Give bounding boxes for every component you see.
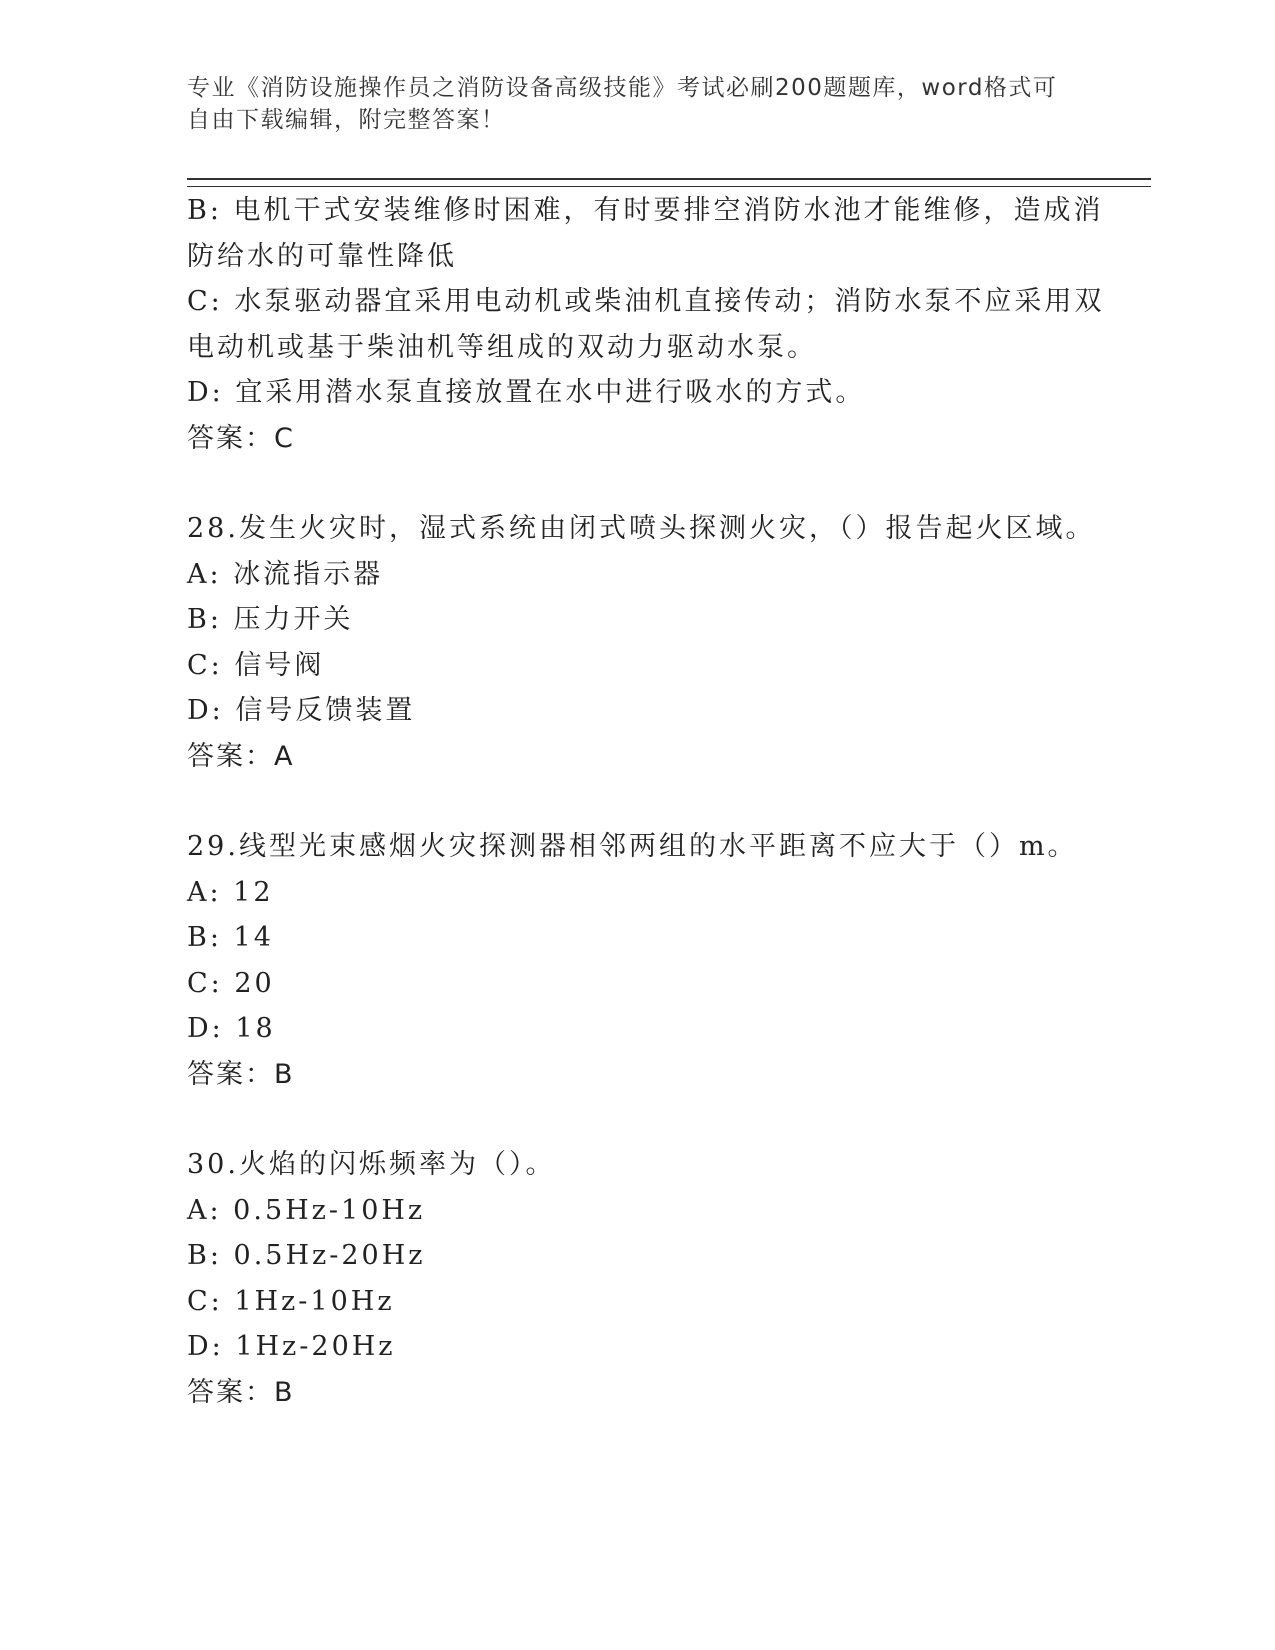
- document-body: [187, 188, 1105, 1415]
- option-d: D: 18: [187, 1013, 276, 1044]
- option-a: A: 0.5Hz-10Hz: [187, 1194, 426, 1226]
- header-line-1: 专业《消防设施操作员之消防设备高级技能》考试必刷200题题库，word格式可: [187, 75, 1058, 101]
- spacer: [187, 779, 1087, 824]
- option-b: B: 压力开关: [187, 604, 354, 635]
- answer-30: 答案：B: [187, 1376, 295, 1408]
- question-27-continued: [187, 188, 1105, 461]
- option-a: A: 12: [187, 876, 274, 908]
- header-line-2: 自由下载编辑，附完整答案！: [187, 107, 506, 133]
- question-28: [187, 506, 1096, 779]
- answer-27: 答案：C: [187, 422, 295, 454]
- document-header: [187, 72, 1067, 136]
- option-b-line-1: B: 电机干式安装维修时困难，有时要排空消防水池才能维修，造成消: [187, 195, 1104, 226]
- option-c: C: 1Hz-10Hz: [187, 1285, 395, 1317]
- spacer: [187, 461, 1087, 506]
- question-29: [187, 824, 1087, 1097]
- option-a: A: 冰流指示器: [187, 558, 384, 590]
- question-stem: 29.线型光束感烟火灾探测器相邻两组的水平距离不应大于（）m。: [187, 831, 1078, 862]
- option-c: C: 信号阀: [187, 649, 325, 681]
- question-stem: 28.发生火灾时，湿式系统由闭式喷头探测火灾，（）报告起火区域。: [187, 513, 1096, 544]
- header-divider: [187, 178, 1151, 187]
- question-stem: 30.火焰的闪烁频率为（）。: [187, 1149, 556, 1180]
- option-d: D: 1Hz-20Hz: [187, 1331, 396, 1362]
- option-d: D: 宜采用潜水泵直接放置在水中进行吸水的方式。: [187, 377, 866, 408]
- spacer: [187, 1097, 1087, 1142]
- option-c-line-2: 电动机或基于柴油机等组成的双动力驱动水泵。: [187, 331, 817, 363]
- option-b-line-2: 防给水的可靠性降低: [187, 240, 457, 272]
- option-c-line-1: C: 水泵驱动器宜采用电动机或柴油机直接传动；消防水泵不应采用双: [187, 286, 1105, 317]
- answer-29: 答案：B: [187, 1058, 295, 1090]
- option-d: D: 信号反馈装置: [187, 695, 416, 726]
- answer-28: 答案：A: [187, 740, 295, 772]
- option-b: B: 14: [187, 922, 274, 953]
- question-30: [187, 1142, 1087, 1415]
- option-b: B: 0.5Hz-20Hz: [187, 1240, 426, 1271]
- option-c: C: 20: [187, 967, 275, 999]
